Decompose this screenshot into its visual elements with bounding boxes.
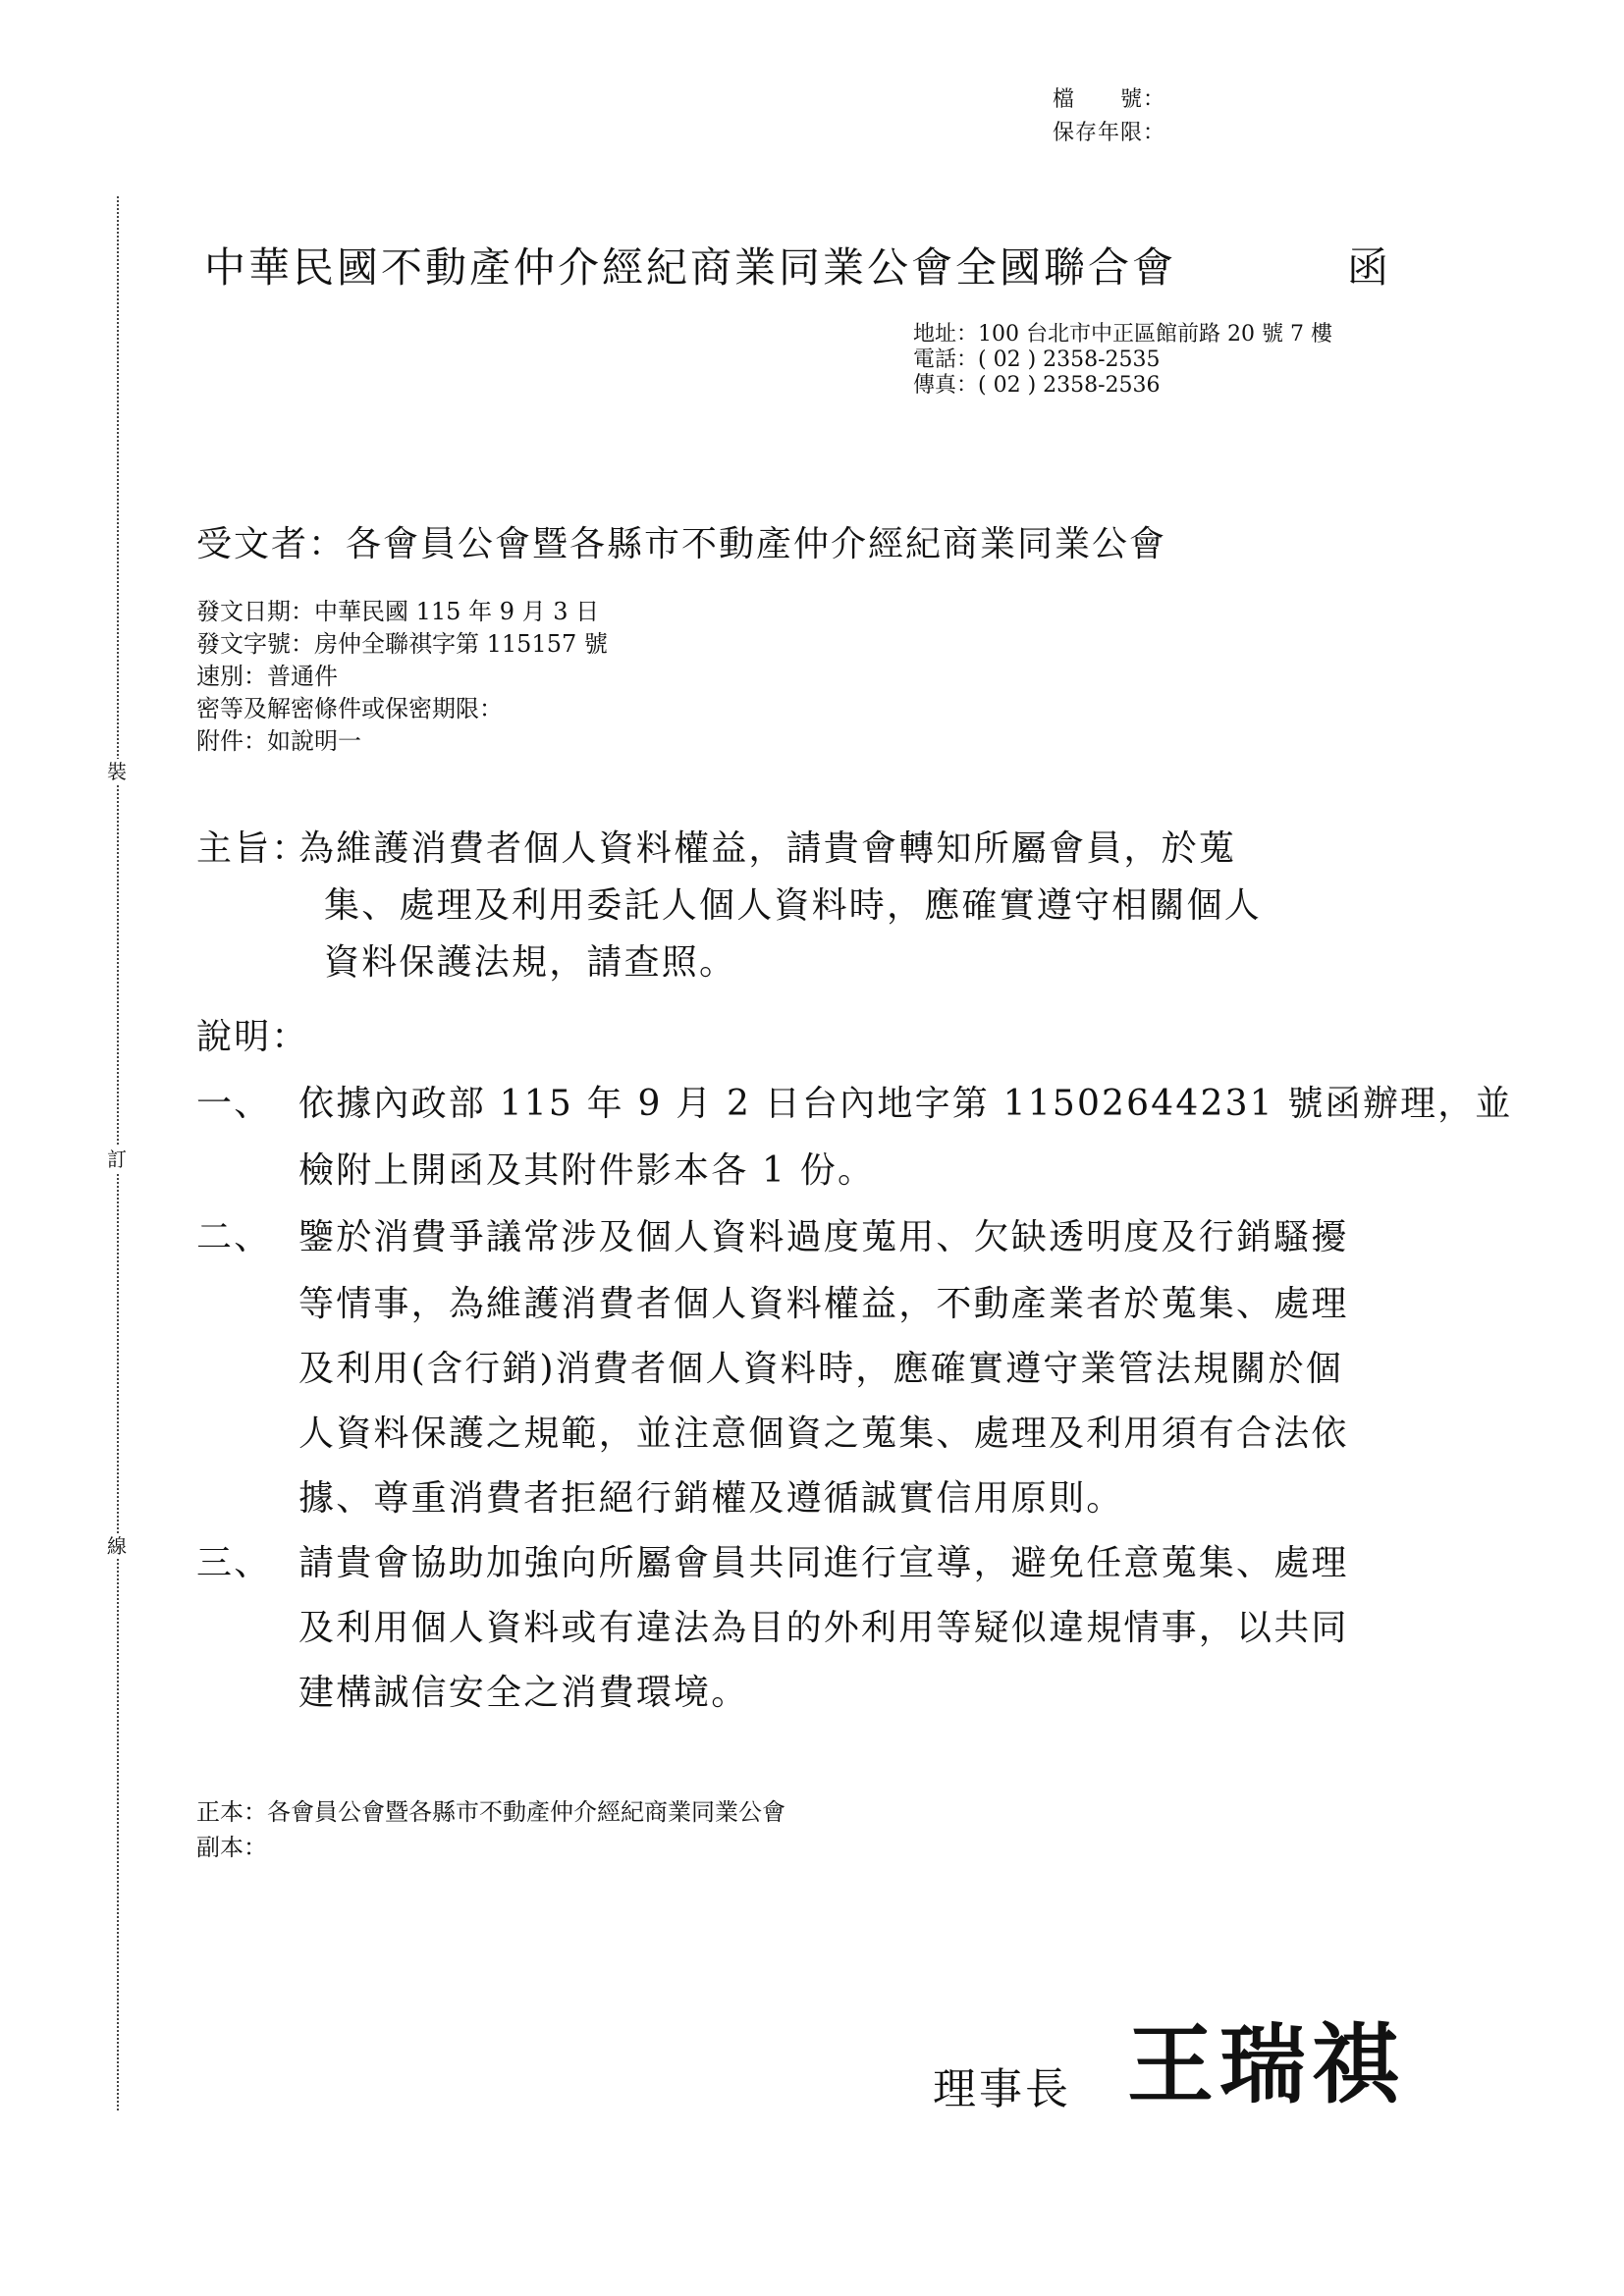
- copy-recipients: 副本：: [196, 1834, 267, 1861]
- explanation-item-line: 據、尊重消費者拒絕行銷權及遵循誠實信用原則。: [298, 1478, 1124, 1519]
- explanation-item-line: 鑒於消費爭議常涉及個人資料過度蒐用、欠缺透明度及行銷騷擾: [298, 1217, 1349, 1257]
- secrecy-classification: 密等及解密條件或保密期限：: [196, 695, 503, 722]
- explanation-item-number: 三、: [196, 1543, 272, 1583]
- retention-period-label: 保存年限：: [1053, 121, 1166, 145]
- subject-line: 為維護消費者個人資料權益，請貴會轉知所屬會員，於蒐: [298, 828, 1237, 869]
- speed-classification: 速別：普通件: [196, 663, 338, 690]
- explanation-label: 說明：: [196, 1017, 309, 1057]
- subject-line: 資料保護法規，請查照。: [324, 942, 737, 983]
- contact-address: 地址：100 台北市中正區館前路 20 號 7 樓: [913, 322, 1332, 347]
- explanation-item-number: 二、: [196, 1217, 272, 1257]
- explanation-item-line: 及利用個人資料或有違法為目的外利用等疑似違規情事，以共同: [298, 1608, 1349, 1648]
- file-number-label: 檔 號：: [1053, 87, 1166, 112]
- issuer-name: 中華民國不動產仲介經紀商業同業公會全國聯合會: [204, 243, 1177, 292]
- signatory-name: 王瑞祺: [1127, 2014, 1405, 2115]
- explanation-item-line: 檢附上開函及其附件影本各 1 份。: [298, 1150, 876, 1191]
- explanation-item-line: 依據內政部 115 年 9 月 2 日台內地字第 11502644231 號函辦理，並: [298, 1084, 1513, 1124]
- contact-phone: 電話：( 02 ) 2358-2535: [913, 347, 1161, 372]
- subject-label: 主旨：: [196, 828, 309, 869]
- explanation-item-line: 及利用(含行銷)消費者個人資料時，應確實遵守業管法規關於個: [298, 1349, 1343, 1389]
- signatory-title: 理事長: [933, 2064, 1071, 2114]
- subject-line: 集、處理及利用委託人個人資料時，應確實遵守相關個人: [324, 885, 1263, 926]
- binding-mark-zhuang: 裝: [107, 760, 127, 783]
- binding-mark-ding: 訂: [107, 1148, 127, 1171]
- explanation-item-line: 人資料保護之規範，並注意個資之蒐集、處理及利用須有合法依: [298, 1414, 1349, 1454]
- explanation-item-line: 建構誠信安全之消費環境。: [298, 1673, 749, 1713]
- explanation-item-number: 一、: [196, 1084, 272, 1124]
- attachment-info: 附件：如說明一: [196, 727, 361, 755]
- explanation-item-line: 等情事，為維護消費者個人資料權益，不動產業者於蒐集、處理: [298, 1284, 1349, 1324]
- recipient: 受文者：各會員公會暨各縣市不動產仲介經紀商業同業公會: [196, 524, 1167, 564]
- contact-fax: 傳真：( 02 ) 2358-2536: [913, 373, 1161, 398]
- subject-text: [298, 821, 1262, 991]
- issue-date: 發文日期：中華民國 115 年 9 月 3 日: [196, 598, 600, 625]
- contact-block: [913, 322, 1332, 399]
- binding-mark-xian: 線: [107, 1534, 127, 1558]
- original-recipients: 正本：各會員公會暨各縣市不動產仲介經紀商業同業公會: [196, 1798, 785, 1826]
- document-number: 發文字號：房仲全聯祺字第 115157 號: [196, 630, 608, 658]
- distribution-block: [196, 1794, 785, 1865]
- document-type: 函: [1347, 243, 1392, 292]
- explanation-item-line: 請貴會協助加強向所屬會員共同進行宣導，避免任意蒐集、處理: [298, 1543, 1349, 1583]
- document-info: [196, 596, 608, 758]
